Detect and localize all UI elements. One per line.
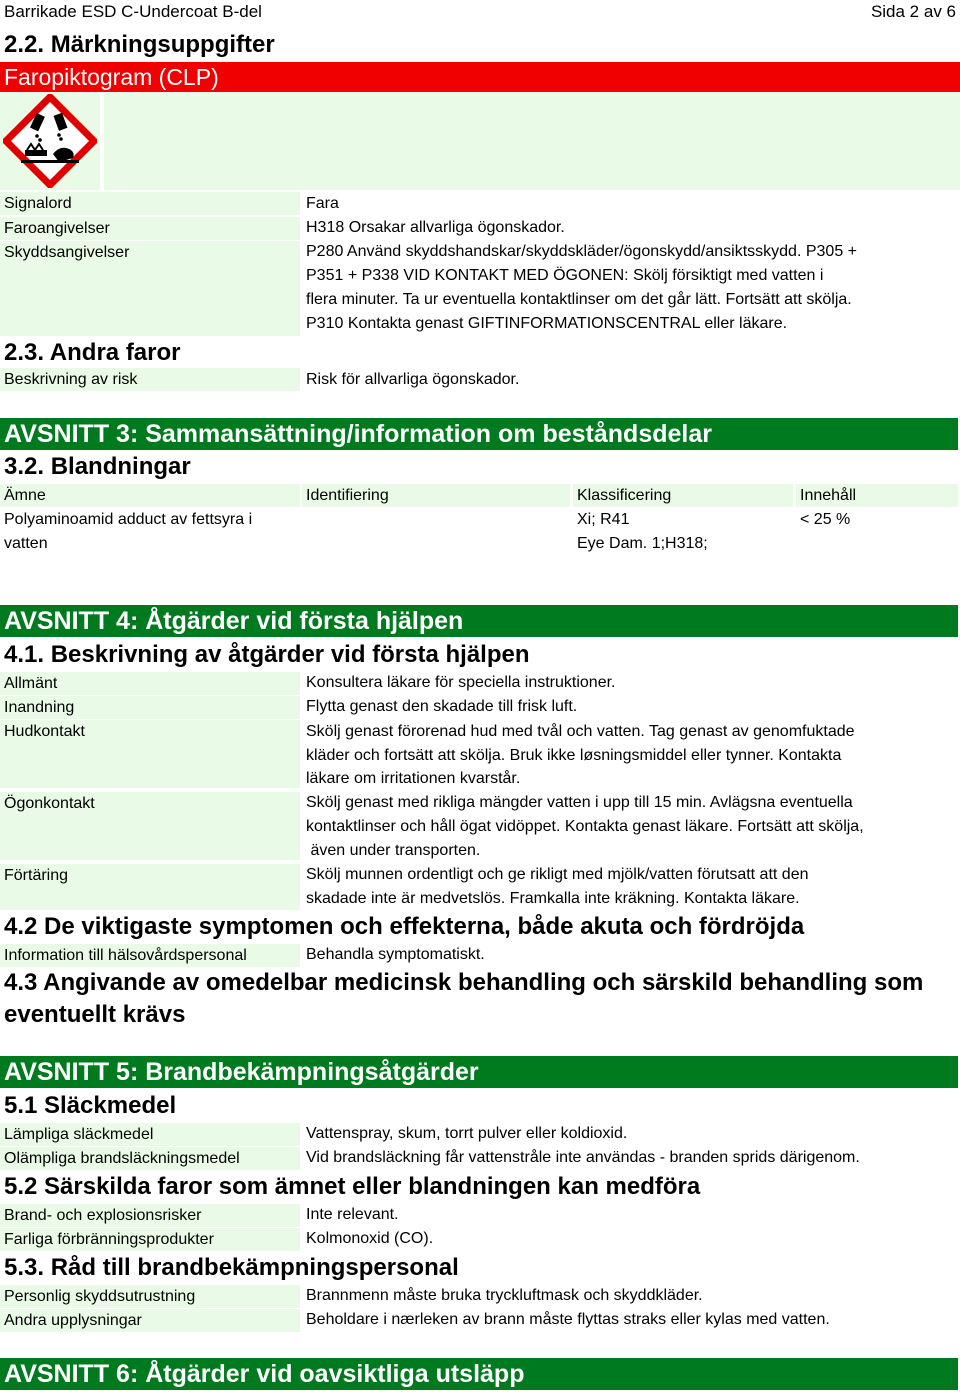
label-beskrivning-av-risk: Beskrivning av risk (0, 368, 300, 391)
value-farliga-forbranningsprodukter: Kolmonoxid (CO). (306, 1230, 434, 1247)
value-hudkontakt-3: läkare om irritationen kvarstår. (306, 770, 521, 787)
label-skyddsangivelser: Skyddsangivelser (0, 241, 300, 336)
section-5-2-title: 5.2 Särskilda faror som ämnet eller blandningen kan medföra (4, 1173, 701, 1200)
label-lampliga-slackmedel: Lämpliga släckmedel (0, 1123, 300, 1146)
page-number: Sida 2 av 6 (870, 2, 956, 21)
section-3-2-title: 3.2. Blandningar (4, 453, 191, 480)
section-5-3-title: 5.3. Råd till brandbekämpningspersonal (4, 1254, 459, 1281)
pictogram-divider (100, 92, 104, 190)
col-header-innehall: Innehåll (796, 484, 958, 507)
section-2-2-title: 2.2. Märkningsuppgifter (4, 31, 275, 58)
row-name-line1: Polyaminoamid adduct av fettsyra i (4, 511, 253, 528)
value-skyddsangivelser-1: P280 Använd skyddshandskar/skyddskläder/ögonskydd/ansiktsskydd. P305 + (306, 243, 857, 260)
label-personlig-skyddsutrustning: Personlig skyddsutrustning (0, 1285, 300, 1308)
section-4-3-title-2: eventuellt krävs (4, 1001, 186, 1028)
value-fortaring-2: skadade inte är medvetslös. Framkalla inte kräkning. Kontakta läkare. (306, 890, 800, 907)
col-header-identifiering: Identifiering (302, 484, 570, 507)
value-skyddsangivelser-2: P351 + P338 VID KONTAKT MED ÖGONEN: Skölj försiktigt med vatten i (306, 267, 824, 284)
value-ogonkontakt-2: kontaktlinser och håll ögat vidöppet. Kontakta genast läkare. Fortsätt att skölja, (306, 818, 864, 835)
section-5-banner: AVSNITT 5: Brandbekämpningsåtgärder (0, 1056, 958, 1088)
value-halsovardspersonal: Behandla symptomatiskt. (306, 946, 485, 963)
value-skyddsangivelser-4: P310 Kontakta genast GIFTINFORMATIONSCENTRAL eller läkare. (306, 315, 788, 332)
pictogram-area (0, 92, 960, 190)
label-farliga-forbranningsprodukter: Farliga förbränningsprodukter (0, 1228, 300, 1251)
product-name: Barrikade ESD C-Undercoat B-del (4, 2, 262, 21)
value-olampliga-slackmedel: Vid brandsläckning får vattenstråle inte användas - branden sprids därigenom. (306, 1149, 860, 1166)
label-andra-upplysningar: Andra upplysningar (0, 1309, 300, 1332)
pictogram-heading: Faropiktogram (CLP) (0, 62, 960, 92)
section-2-3-title: 2.3. Andra faror (4, 339, 181, 366)
label-allmant: Allmänt (0, 672, 300, 695)
label-faroangivelser: Faroangivelser (0, 217, 300, 240)
section-4-3-title-1: 4.3 Angivande av omedelbar medicinsk behandling och särskild behandling som (4, 969, 924, 996)
value-inandning: Flytta genast den skadade till frisk luft. (306, 698, 578, 715)
row-content: < 25 % (800, 511, 851, 528)
section-4-banner: AVSNITT 4: Åtgärder vid första hjälpen (0, 605, 958, 637)
value-signalord: Fara (306, 195, 339, 212)
section-4-1-title: 4.1. Beskrivning av åtgärder vid första hjälpen (4, 641, 530, 668)
label-fortaring: Förtäring (0, 864, 300, 910)
section-5-1-title: 5.1 Släckmedel (4, 1092, 177, 1119)
section-6-banner: AVSNITT 6: Åtgärder vid oavsiktliga utsläpp (0, 1358, 958, 1390)
section-3-banner: AVSNITT 3: Sammansättning/information om beståndsdelar (0, 418, 958, 450)
label-brand-explosionsrisker: Brand- och explosionsrisker (0, 1204, 300, 1227)
value-ogonkontakt-1: Skölj genast med rikliga mängder vatten i upp till 15 min. Avlägsna eventuella (306, 794, 853, 811)
value-ogonkontakt-3: även under transporten. (306, 842, 481, 859)
label-signalord: Signalord (0, 192, 300, 215)
label-inandning: Inandning (0, 696, 300, 719)
value-hudkontakt-1: Skölj genast förorenad hud med tvål och vatten. Tag genast av genomfuktade (306, 723, 855, 740)
value-personlig-skyddsutrustning: Brannmenn måste bruka tryckluftmask och skyddkläder. (306, 1287, 703, 1304)
label-halsovardspersonal: Information till hälsovårdspersonal (0, 944, 300, 967)
corrosion-ghs05-icon (3, 94, 97, 188)
value-hudkontakt-2: kläder och fortsätt att skölja. Bruk ikke løsningsmiddel eller tynner. Kontakta (306, 747, 842, 764)
label-olampliga-slackmedel: Olämpliga brandsläckningsmedel (0, 1147, 300, 1170)
label-hudkontakt: Hudkontakt (0, 720, 300, 788)
value-lampliga-slackmedel: Vattenspray, skum, torrt pulver eller koldioxid. (306, 1125, 628, 1142)
value-faroangivelser: H318 Orsakar allvarliga ögonskador. (306, 219, 565, 236)
value-andra-upplysningar: Beholdare i nærleken av brann måste flyttas straks eller kylas med vatten. (306, 1311, 830, 1328)
row-class-line2: Eye Dam. 1;H318; (577, 535, 708, 552)
value-allmant: Konsultera läkare för speciella instruktioner. (306, 674, 616, 691)
value-skyddsangivelser-3: flera minuter. Ta ur eventuella kontaktlinser om det går lätt. Fortsätt att skölja. (306, 291, 852, 308)
section-4-2-title: 4.2 De viktigaste symptomen och effekterna, både akuta och fördröjda (4, 913, 805, 940)
row-name-line2: vatten (4, 535, 48, 552)
value-brand-explosionsrisker: Inte relevant. (306, 1206, 399, 1223)
col-header-klassificering: Klassificering (573, 484, 793, 507)
col-header-amne: Ämne (0, 484, 300, 507)
label-ogonkontakt: Ögonkontakt (0, 792, 300, 860)
value-fortaring-1: Skölj munnen ordentligt och ge rikligt med mjölk/vatten förutsatt att den (306, 866, 809, 883)
row-class-line1: Xi; R41 (577, 511, 630, 528)
value-beskrivning-av-risk: Risk för allvarliga ögonskador. (306, 371, 520, 388)
